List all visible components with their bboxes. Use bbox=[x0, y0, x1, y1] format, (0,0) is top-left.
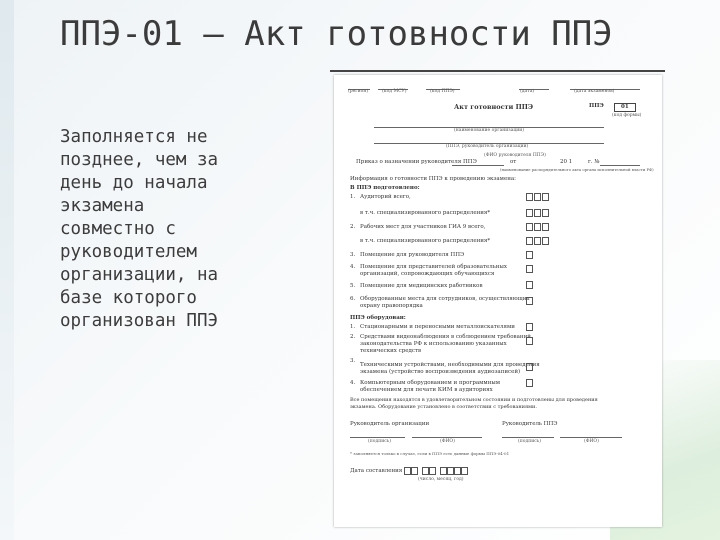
form-code-number: 01 bbox=[614, 103, 636, 112]
digit-box bbox=[526, 209, 533, 217]
body-line: позднее, чем за bbox=[60, 150, 219, 170]
form-title: Акт готовности ППЭ bbox=[454, 103, 534, 111]
sign-right-label: Руководитель ППЭ bbox=[502, 421, 558, 427]
item-number: 2. bbox=[350, 224, 356, 230]
equipped-header: ППЭ оборудован: bbox=[350, 315, 406, 321]
slide-title: ППЭ-01 – Акт готовности ППЭ bbox=[60, 14, 613, 54]
footnote: * заполняется только в случае, если в ППЭ есть данные формы ППЭ-04-01 bbox=[350, 451, 510, 456]
date-box bbox=[454, 467, 461, 475]
line-label: (наименование организации) bbox=[454, 128, 525, 133]
body-line: день до начала bbox=[60, 173, 208, 193]
form-document-image bbox=[334, 75, 662, 527]
date-box bbox=[422, 467, 429, 475]
digit-box bbox=[542, 223, 549, 231]
check-box bbox=[526, 363, 533, 371]
digit-box bbox=[526, 193, 533, 201]
name-line bbox=[560, 437, 622, 438]
header-label: (код МСУ) bbox=[382, 89, 407, 94]
signature-line bbox=[350, 437, 405, 438]
item-number: 6. bbox=[350, 296, 356, 302]
signature-line bbox=[502, 437, 554, 438]
digit-box bbox=[534, 237, 541, 245]
name-line bbox=[412, 437, 482, 438]
body-line: руководителем bbox=[60, 242, 197, 262]
sign-sub-label: (ФИО) bbox=[440, 439, 455, 444]
date-box bbox=[447, 467, 454, 475]
check-box bbox=[526, 323, 533, 331]
check-box bbox=[526, 251, 533, 259]
header-label: (регион) bbox=[348, 89, 369, 94]
date-sub-label: (число, месяц, год) bbox=[418, 477, 464, 482]
conclusion-line: Все помещения находятся в удовлетворительном состоянии и подготовлены для проведения bbox=[350, 397, 598, 403]
item-text: Рабочих мест для участников ГИА 9 всего, bbox=[360, 224, 486, 230]
check-box bbox=[526, 281, 533, 289]
equip-text: Компьютерным оборудованием и программным bbox=[360, 380, 501, 386]
digit-box bbox=[526, 223, 533, 231]
body-line: организован ППЭ bbox=[60, 311, 219, 331]
check-box bbox=[526, 265, 533, 273]
equip-number: 2. bbox=[350, 334, 356, 340]
date-box bbox=[440, 467, 447, 475]
date-box bbox=[461, 467, 468, 475]
item-number: 4. bbox=[350, 264, 356, 270]
equip-text: законодательства РФ к использованию указанных bbox=[360, 341, 507, 347]
item-text: Оборудованные места для сотрудников, осуществляющих bbox=[360, 296, 530, 302]
order-number: г. № bbox=[588, 159, 600, 165]
date-box bbox=[429, 467, 436, 475]
prepared-header: В ППЭ подготовлено: bbox=[350, 185, 420, 191]
item-text: в т.ч. специализированного распределения* bbox=[360, 238, 491, 244]
header-label: (дата) bbox=[520, 89, 535, 94]
digit-box bbox=[542, 237, 549, 245]
equip-number: 1. bbox=[350, 324, 356, 330]
equip-text: Стационарными и переносными металлоискателями bbox=[360, 324, 515, 330]
check-box bbox=[526, 297, 533, 305]
form-code: ППЭ bbox=[589, 103, 604, 109]
sign-left-label: Руководитель организации bbox=[350, 421, 430, 427]
item-text: Аудиторий всего, bbox=[360, 194, 411, 200]
slide-body-text bbox=[60, 126, 280, 333]
order-sub-label: (ФИО руководителя ППЭ) bbox=[484, 153, 546, 158]
item-number: 3. bbox=[350, 252, 356, 258]
check-box bbox=[526, 379, 533, 387]
sign-sub-label: (ФИО) bbox=[584, 439, 599, 444]
order-line bbox=[452, 165, 504, 166]
item-number: 5. bbox=[350, 283, 356, 289]
sign-sub-label: (подпись) bbox=[368, 439, 391, 444]
digit-box bbox=[542, 193, 549, 201]
left-accent-bar bbox=[0, 0, 14, 540]
equip-text: технических средств bbox=[360, 348, 422, 354]
date-box bbox=[411, 467, 418, 475]
check-box bbox=[526, 337, 533, 345]
form-code-label: (код формы) bbox=[612, 113, 642, 118]
body-line: базе которого bbox=[60, 288, 197, 308]
conclusion-line: экзамена. Оборудование установлено в соответствии с требованиями. bbox=[350, 404, 537, 410]
date-label: Дата составления bbox=[350, 468, 403, 474]
digit-box bbox=[526, 237, 533, 245]
line-label: (ППЭ, руководитель организации) bbox=[446, 144, 529, 149]
header-label: (код ППЭ) bbox=[430, 89, 455, 94]
order-from: от bbox=[510, 159, 517, 165]
digit-box bbox=[534, 209, 541, 217]
order-note: (наименование распорядительного акта органа исполнительной власти РФ) bbox=[500, 167, 654, 172]
readiness-info: Информация о готовности ППЭ к проведению экзамена: bbox=[350, 176, 517, 182]
digit-box bbox=[534, 193, 541, 201]
body-line: экзамена bbox=[60, 196, 145, 216]
body-line: организации, на bbox=[60, 265, 219, 285]
equip-number: 3. bbox=[350, 358, 356, 364]
sign-sub-label: (подпись) bbox=[518, 439, 541, 444]
equip-text: Средствами видеонаблюдения в соблюдением требований bbox=[360, 334, 531, 340]
item-text: организаций, сопровождающих обучающихся bbox=[360, 271, 495, 277]
equip-text: обеспечением для печати КИМ в аудиториях bbox=[360, 387, 493, 393]
equip-text: экзамена (устройство воспроизведения аудиозаписей) bbox=[360, 369, 521, 375]
item-number: 1. bbox=[350, 194, 356, 200]
order-text: Приказ о назначении руководителя ППЭ bbox=[356, 159, 477, 165]
title-underline bbox=[330, 70, 665, 72]
item-text: Помещение для руководителя ППЭ bbox=[360, 252, 465, 258]
digit-box bbox=[534, 223, 541, 231]
equip-number: 4. bbox=[350, 380, 356, 386]
order-year: 20 1 bbox=[560, 159, 573, 165]
item-text: Помещение для представителей образовательных bbox=[360, 264, 507, 270]
item-text: охрану правопорядка bbox=[360, 303, 423, 309]
body-line: Заполняется не bbox=[60, 127, 208, 147]
digit-box bbox=[542, 209, 549, 217]
item-text: в т.ч. специализированного распределения* bbox=[360, 210, 491, 216]
item-text: Помещение для медицинских работников bbox=[360, 283, 483, 289]
order-number-line bbox=[600, 165, 640, 166]
date-box bbox=[404, 467, 411, 475]
body-line: совместно с bbox=[60, 219, 176, 239]
header-label: (дата экзаменов) bbox=[574, 89, 615, 94]
equip-text: Техническими устройствами, необходимыми для проведения bbox=[360, 362, 540, 368]
